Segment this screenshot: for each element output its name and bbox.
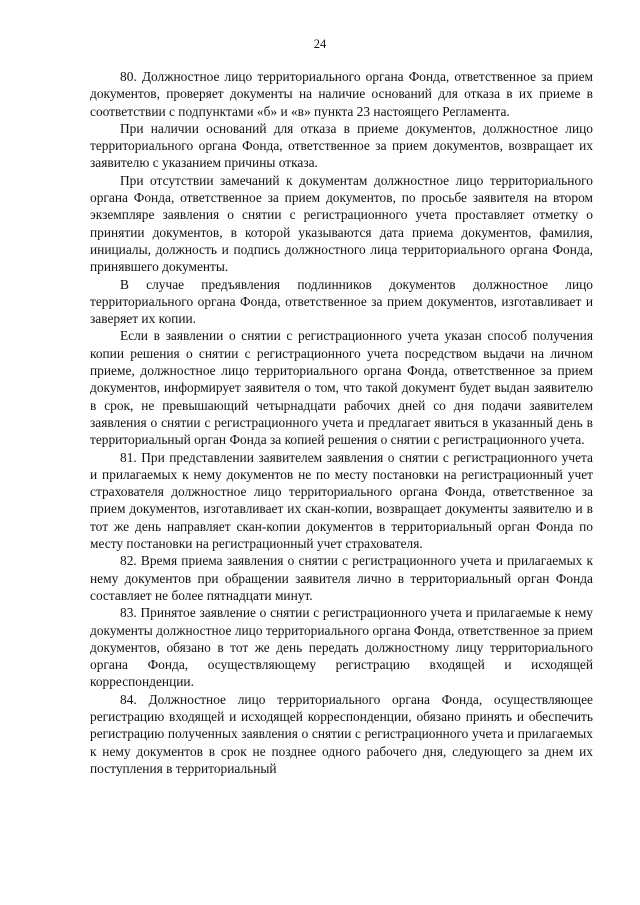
paragraph-82: 82. Время приема заявления о снятии с регистрационного учета и прилагаемых к нему документов при обращении заявителя лично в территориальный орган Фонда составляет не более пятнадцати минут. bbox=[90, 553, 593, 603]
page-bottom-edge bbox=[0, 897, 640, 905]
page-number: 24 bbox=[313, 37, 327, 51]
paragraph-refusal: При наличии оснований для отказа в приеме документов, должностное лицо территориального органа Фонда, ответственное за прием документов, возвращает их заявителю с указанием причины отказа. bbox=[90, 120, 593, 171]
paragraph-no-remarks: При отсутствии замечаний к документам должностное лицо территориального органа Фонда, ответственное за прием документов, по просьбе заявителя на втором экземпляре заявления о снятии с регистрационного учета проставляет отметку о принятии документов, в которой указываются дата приема документов, фамилия, инициалы, должность и подпись должностного лица территориального органа Фонда, принявшего документы. bbox=[90, 172, 593, 275]
paragraph-83: 83. Принятое заявление о снятии с регистрационного учета и прилагаемые к нему документы должностное лицо территориального органа Фонда, ответственное за прием документов, обязано в тот же день передать должностному лицу территориального органа Фонда, осуществляющему регистрацию входящей и исходящей корреспонденции. bbox=[90, 605, 593, 690]
paragraph-80: 80. Должностное лицо территориального органа Фонда, ответственное за прием документов, проверяет документы на наличие оснований для отказа в их приеме в соответствии с подпунктами «б» и «в» пункта 23 настоящего Регламента. bbox=[90, 69, 593, 119]
paragraph-originals: В случае предъявления подлинников документов должностное лицо территориального органа Фонда, ответственное за прием документов, изготавливает и заверяет их копии. bbox=[90, 276, 593, 327]
paragraph-84: 84. Должностное лицо территориального органа Фонда, осуществляющее регистрацию входящей и исходящей корреспонденции, обязано принять и обеспечить регистрацию полученных заявления о снятии с регистрационного учета и прилагаемых к нему документов в срок не позднее одного рабочего дня, следующего за днем их поступления в территориальный bbox=[90, 691, 593, 776]
document-body bbox=[90, 68, 593, 777]
paragraph-copy-decision: Если в заявлении о снятии с регистрационного учета указан способ получения копии решения о снятии с регистрационного учета посредством выдачи на личном приеме, должностное лицо территориального органа Фонда, ответственное за прием документов, информирует заявителя о том, что такой документ будет выдан заявителю в срок, не превышающий четырнадцати рабочих дней со дня подачи заявителем заявления о снятии с регистрационного учета и предлагает явиться в указанный день в территориальный орган Фонда за копией решения о снятии с регистрационного учета. bbox=[90, 328, 593, 448]
paragraph-81: 81. При представлении заявителем заявления о снятии с регистрационного учета и прилагаемых к нему документов не по месту постановки на регистрационный учет страхователя должностное лицо территориального органа Фонда, ответственное за прием документов, изготавливает их скан-копии, возвращает документы заявителю и в тот же день направляет скан-копии документов в территориальный орган Фонда по месту постановки на регистрационный учет страхователя. bbox=[90, 449, 593, 552]
